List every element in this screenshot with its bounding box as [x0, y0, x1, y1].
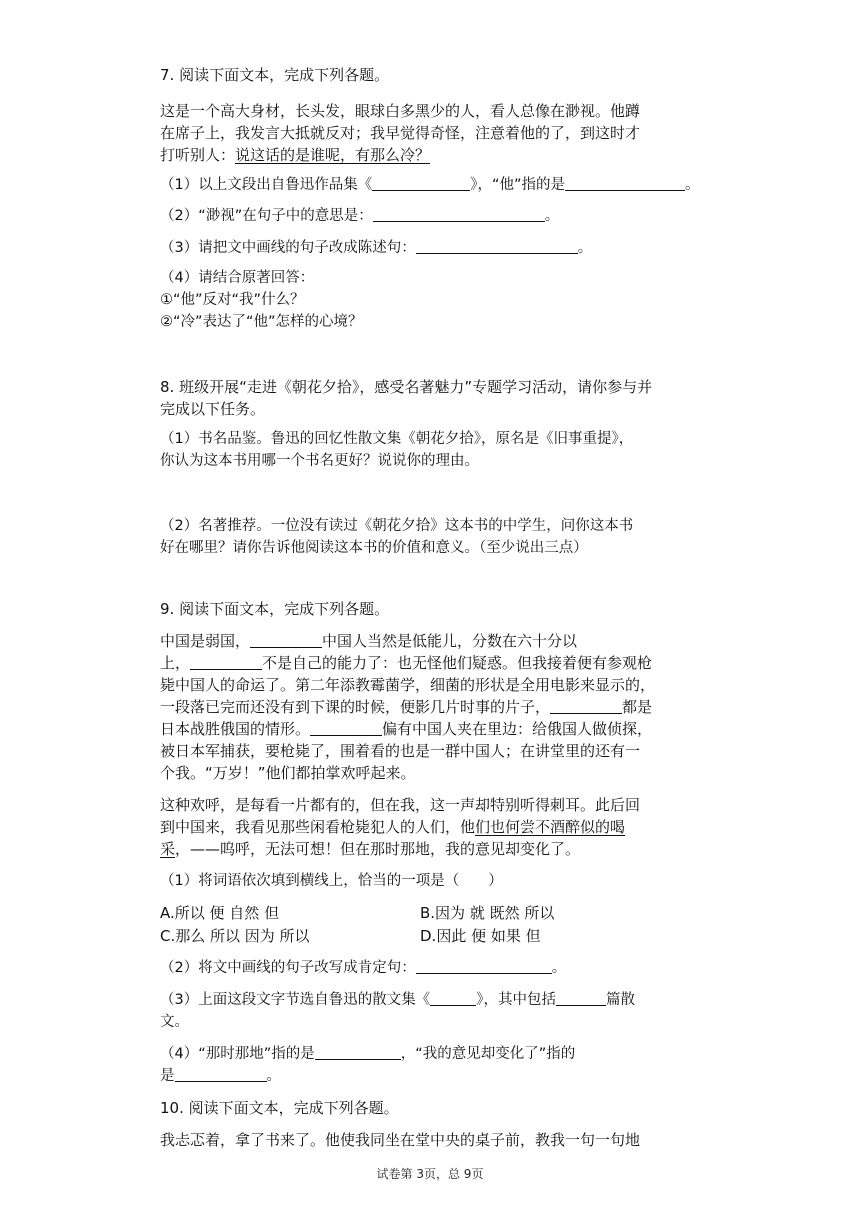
q8-title: 8. 班级开展“走进《朝花夕拾》，感受名著魅力”专题学习活动，请你参与并 [160, 378, 653, 396]
answer-blank[interactable] [430, 989, 476, 1006]
q9-passage-line: 毙中国人的命运了。第二年添教霉菌学，细菌的形状是全用电影来显示的， [160, 676, 656, 694]
q8-title: 完成以下任务。 [160, 400, 266, 418]
q9-passage-text: 上， [160, 654, 191, 672]
q9-underlined-sentence: 们也何尝不酒醉似的喝 [475, 818, 626, 836]
q9-sub3 [160, 989, 635, 1011]
q9-passage-line [160, 696, 652, 718]
answer-blank[interactable] [190, 653, 262, 670]
q9-passage-text: 偏有中国人夹在里边：给俄国人做侦探， [382, 720, 653, 738]
q9-underlined-sentence: 采 [160, 840, 176, 858]
q7-underlined-sentence: 说这话的是谁呢，有那么冷？ [235, 146, 431, 164]
q10-passage-line: 我忐忑着，拿了书来了。他使我同坐在堂中央的桌子前，教我一句一句地 [160, 1131, 641, 1149]
q9-sub2-text: 。 [551, 960, 567, 976]
q7-passage-line: 这是一个高大身材，长头发，眼球白多黑少的人，看人总像在渺视。他蹲 [160, 102, 641, 120]
q7-sub1-text: 。 [685, 177, 700, 193]
q9-passage-text: 都是 [622, 698, 653, 716]
q9-sub4-text: 。 [266, 1068, 281, 1084]
q7-sub2 [160, 205, 559, 227]
answer-blank[interactable] [310, 719, 382, 736]
q7-sub2-text: （2）“渺视”在句子中的意思是： [160, 208, 373, 224]
page-footer: 试卷第 3页，总 9页 [376, 1167, 484, 1181]
q9-sub4-cont [160, 1065, 281, 1087]
q9-passage-line: 被日本军捕获，要枪毙了，围着看的也是一群中国人；在讲堂里的还有一 [160, 742, 641, 760]
q9-passage-text: 一段落已完而还没有到下课的时候，便影几片时事的片子， [160, 698, 551, 716]
q9-sub3-text: （3）上面这段文字节选自鲁迅的散文集《 [160, 992, 431, 1008]
q7-passage-line: 在席子上，我发言大抵就反对；我早觉得奇怪，注意着他的了，到这时才 [160, 124, 641, 142]
q8-sub1: （1）书名品鉴。鲁迅的回忆性散文集《朝花夕拾》，原名是《旧事重提》， [160, 431, 634, 447]
answer-blank[interactable] [175, 1065, 267, 1082]
q10-title: 10. 阅读下面文本，完成下列各题。 [160, 1099, 399, 1117]
q7-sub1 [160, 174, 700, 196]
q7-passage-line [160, 144, 430, 166]
answer-blank[interactable] [565, 174, 685, 191]
q9-sub4-text: （4）“那时那地”指的是 [160, 1046, 315, 1062]
q8-sub2: 好在哪里？请你告诉他阅读这本书的价值和意义。（至少说出三点） [160, 540, 588, 556]
q9-sub3-text: 篇散 [605, 992, 635, 1008]
q9-passage-line [160, 816, 625, 838]
q7-sub3 [160, 237, 592, 259]
answer-blank[interactable] [416, 957, 552, 974]
answer-blank[interactable] [372, 174, 470, 191]
q9-sub3-cont: 文。 [160, 1014, 189, 1030]
q7-sub2-text: 。 [544, 208, 560, 224]
q9-passage-line [160, 630, 577, 652]
q9-title: 9. 阅读下面文本，完成下列各题。 [160, 600, 390, 618]
q9-passage-text: 不是自己的能力了：也无怪他们疑惑。但我接着便有参观枪 [262, 654, 653, 672]
q9-passage-line: 这种欢呼，是每看一片都有的，但在我，这一声却特别听得刺耳。此后回 [160, 796, 641, 814]
q7-sub3-text: （3）请把文中画线的句子改成陈述句： [160, 240, 416, 256]
q7-sub4: （4）请结合原著回答： [160, 270, 315, 286]
q9-sub4-text: ，“我的意见却变化了”指的 [400, 1046, 576, 1062]
q8-sub1: 你认为这本书用哪一个书名更好？说说你的理由。 [160, 453, 479, 469]
q7-sub4-item: ①“他”反对“我”什么？ [160, 292, 305, 308]
q9-passage-line [160, 718, 652, 740]
q9-passage-text: ，——呜呼，无法可想！但在那时那地，我的意见却变化了。 [175, 840, 581, 858]
answer-blank[interactable] [550, 697, 622, 714]
q9-passage-text: 中国是弱国， [160, 632, 251, 650]
q9-sub1: （1）将词语依次填到横线上，恰当的一项是（ ） [160, 873, 503, 889]
q9-sub2 [160, 957, 566, 979]
answer-blank[interactable] [416, 237, 578, 254]
q8-sub2: （2）名著推荐。一位没有读过《朝花夕拾》这本书的中学生，问你这本书 [160, 518, 634, 534]
q9-passage-line [160, 652, 652, 674]
option-d[interactable]: D.因此 便 如果 但 [420, 927, 541, 945]
q9-sub2-text: （2）将文中画线的句子改写成肯定句： [160, 960, 416, 976]
q9-passage-text: 日本战胜俄国的情形。 [160, 720, 311, 738]
q7-passage-text: 打听别人： [160, 146, 236, 164]
q7-sub1-text: 》，“他”指的是 [470, 177, 566, 193]
q9-sub4-text: 是 [160, 1068, 175, 1084]
option-a[interactable]: A.所以 便 自然 但 [160, 904, 280, 922]
option-b[interactable]: B.因为 就 既然 所以 [420, 904, 555, 922]
q7-sub4-item: ②“冷”表达了“他”怎样的心境？ [160, 314, 363, 330]
q9-passage-line: 个我。“万岁！”他们都拍掌欢呼起来。 [160, 764, 416, 782]
q9-passage-text: 中国人当然是低能儿，分数在六十分以 [322, 632, 578, 650]
q9-sub4 [160, 1043, 575, 1065]
q9-passage-text: 到中国来，我看见那些闲看枪毙犯人的人们，他 [160, 818, 476, 836]
q7-title: 7. 阅读下面文本，完成下列各题。 [160, 66, 390, 84]
q9-passage-line [160, 838, 580, 860]
q7-sub3-text: 。 [577, 240, 593, 256]
answer-blank[interactable] [373, 205, 545, 222]
q7-sub1-text: （1）以上文段出自鲁迅作品集《 [160, 177, 373, 193]
q9-sub3-text: 》，其中包括 [476, 992, 556, 1008]
answer-blank[interactable] [250, 631, 322, 648]
option-c[interactable]: C.那么 所以 因为 所以 [160, 927, 310, 945]
answer-blank[interactable] [556, 989, 606, 1006]
answer-blank[interactable] [315, 1043, 401, 1060]
